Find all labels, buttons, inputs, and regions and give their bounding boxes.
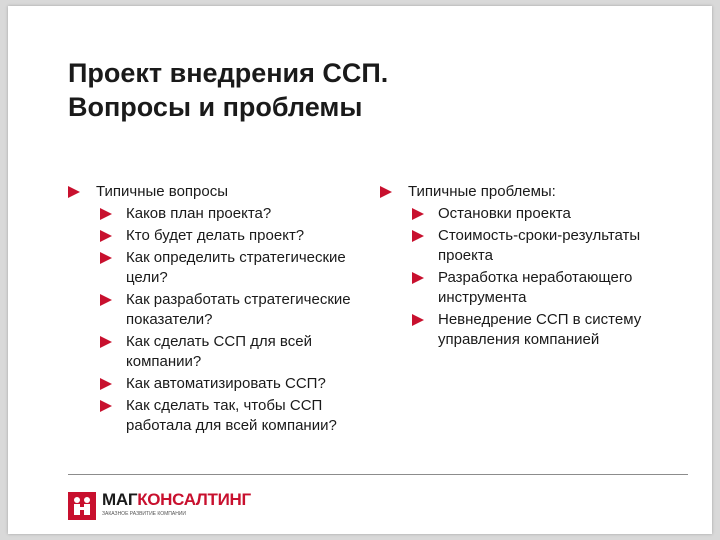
logo-tagline: ЗАКАЗНОЕ РАЗВИТИЕ КОМПАНИИ [102,511,187,517]
footer-divider [68,474,688,475]
questions-heading [68,182,368,202]
question-text: Каков план проекта? [126,205,272,222]
problems-heading [380,182,680,202]
question-item [68,204,368,224]
bullet-arrow-icon [412,230,424,242]
problem-text: Остановки проекта [438,205,571,222]
problems-heading-text: Типичные проблемы: [408,183,556,200]
bullet-arrow-icon [412,272,424,284]
problem-text: Стоимость-сроки-результаты проекта [438,227,641,264]
title-line-2: Вопросы и проблемы [68,92,363,122]
problem-text: Невнедрение ССП в систему управления компанией [438,311,642,348]
slide-title [68,56,388,124]
logo-part-1: МАГ [102,490,138,509]
bullet-arrow-icon [100,294,112,306]
logo-wordmark [102,490,251,510]
title-line-1: Проект внедрения ССП. [68,58,389,88]
question-text: Как автоматизировать ССП? [126,375,326,392]
question-item [68,332,368,372]
questions-column [68,182,368,438]
bullet-arrow-icon [100,336,112,348]
slide [8,6,712,534]
bullet-arrow-icon [412,314,424,326]
bullet-arrow-icon [380,186,392,198]
logo-part-2: КОНСАЛТИНГ [137,490,251,509]
question-text: Кто будет делать проект? [126,227,305,244]
problem-item [380,268,680,308]
bullet-arrow-icon [100,230,112,242]
bullet-arrow-icon [100,378,112,390]
problems-column [380,182,680,352]
question-text: Как сделать так, чтобы ССП работала для всей компании? [126,397,337,434]
problem-item [380,204,680,224]
question-item [68,226,368,246]
question-item [68,396,368,436]
question-item [68,248,368,288]
problem-item [380,226,680,266]
bullet-arrow-icon [68,186,80,198]
question-item [68,290,368,330]
questions-heading-text: Типичные вопросы [96,183,229,200]
question-text: Как разработать стратегические показатели? [126,291,351,328]
bullet-arrow-icon [100,252,112,264]
bullet-arrow-icon [412,208,424,220]
question-text: Как определить стратегические цели? [126,249,346,286]
question-text: Как сделать ССП для всей компании? [126,333,312,370]
bullet-arrow-icon [100,208,112,220]
problem-item [380,310,680,350]
problem-text: Разработка неработающего инструмента [438,269,633,306]
logo-mark-icon [68,492,96,520]
question-item [68,374,368,394]
bullet-arrow-icon [100,400,112,412]
